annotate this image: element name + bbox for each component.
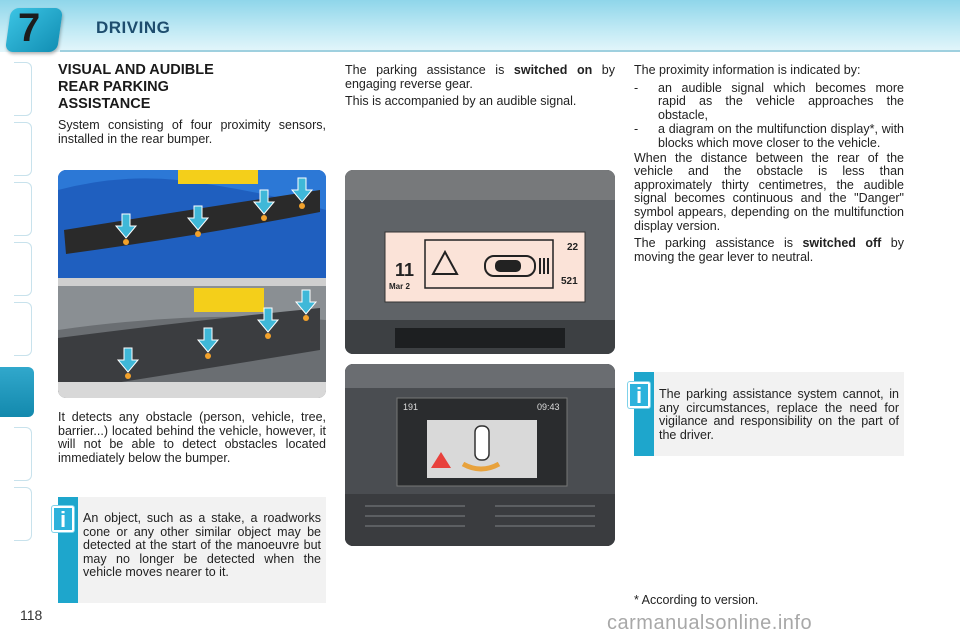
- info-icon: i: [628, 382, 650, 408]
- list-item-text: an audible signal which becomes more rapid as the vehicle approaches the obstacle,: [658, 80, 904, 122]
- chapter-tab[interactable]: [14, 302, 32, 356]
- sensor: [303, 315, 309, 321]
- parking-diagram-frame: [425, 240, 553, 288]
- switched-off-prefix: The parking assistance is: [634, 236, 803, 251]
- car-top-view-icon: [475, 426, 489, 460]
- proximity-list: [634, 82, 904, 151]
- chapter-tab[interactable]: [14, 62, 32, 116]
- photo-divider: [58, 278, 326, 286]
- header-divider: [60, 50, 960, 52]
- right-info-text: The parking assistance system cannot, in any circumstances, replace the need for vigilance and responsibility on the part of the driver.: [659, 387, 899, 442]
- chapter-tab[interactable]: [14, 122, 32, 176]
- licence-plate-blue: [178, 170, 258, 184]
- list-item: [634, 123, 904, 150]
- intro-text: System consisting of four proximity sensors, installed in the rear bumper.: [58, 118, 326, 146]
- chapter-tabs: [0, 62, 34, 582]
- middle-column: [345, 64, 615, 113]
- switched-off-suffix: by moving the gear lever to neutral.: [634, 236, 904, 264]
- dashboard-display-photo: [345, 364, 615, 546]
- watermark: carmanualsonline.info: [607, 612, 813, 634]
- section-title: VISUAL AND AUDIBLE REAR PARKING ASSISTANCE: [58, 62, 214, 112]
- chapter-tab[interactable]: [14, 242, 32, 296]
- info-icon: i: [52, 506, 74, 532]
- display-illustration: [345, 170, 615, 354]
- display-big-number: 11: [395, 260, 415, 280]
- switched-on-suffix: by engaging reverse gear.: [345, 63, 615, 91]
- licence-plate-grey: [194, 288, 264, 312]
- dashboard-illustration: [345, 364, 615, 546]
- audible-signal-text: This is accompanied by an audible signal.: [345, 94, 577, 109]
- dashboard-clock: 09:43: [537, 402, 560, 412]
- multifunction-display-photo: [345, 170, 615, 354]
- rear-bumper-photos: [58, 170, 326, 398]
- chapter-tab[interactable]: [14, 427, 32, 481]
- dashboard-status: 191: [403, 402, 419, 412]
- display-date: Mar 2: [389, 282, 410, 291]
- switched-on-paragraph: [345, 64, 615, 91]
- switched-off-bold: switched off: [802, 236, 882, 251]
- car-roof-icon: [495, 260, 521, 272]
- danger-paragraph: When the distance between the rear of the vehicle and the obstacle is less than approximately thirty centimetres, the audible signal becomes continuous and the "Danger" symbol appears, depending on the multifunction display version.: [634, 150, 904, 233]
- sensor: [195, 231, 201, 237]
- switched-on-prefix: The parking assistance is: [345, 63, 514, 77]
- sensor: [299, 203, 305, 209]
- sensor: [265, 333, 271, 339]
- list-dash: -: [634, 80, 639, 95]
- sensor: [205, 353, 211, 359]
- left-info-text: An object, such as a stake, a roadworks cone or any other similar object may be detected at the start of the manoeuvre but may no longer be detected when the vehicle moves nearer to it.: [83, 511, 321, 580]
- proximity-intro: The proximity information is indicated by:: [634, 63, 861, 77]
- switched-on-bold: switched on: [513, 63, 593, 77]
- chapter-tab-active[interactable]: [0, 367, 34, 417]
- list-item: [634, 82, 904, 123]
- chapter-tab[interactable]: [14, 182, 32, 236]
- display-odometer: 521: [561, 276, 578, 287]
- page-number: 118: [20, 607, 43, 623]
- sensor: [125, 373, 131, 379]
- obstacle-blocks: [539, 258, 549, 274]
- left-column: [58, 62, 326, 150]
- list-dash: -: [634, 122, 639, 137]
- ground: [58, 382, 326, 398]
- footnote: * According to version.: [634, 593, 759, 607]
- right-column: [634, 64, 904, 268]
- sensor: [261, 215, 267, 221]
- switched-off-paragraph: [634, 237, 904, 264]
- chapter-tab[interactable]: [14, 487, 32, 541]
- detects-text: It detects any obstacle (person, vehicle, tree, barrier...) located behind the vehicle, however, it will not be able to detect obstacles located immediately below the bumper.: [58, 410, 326, 465]
- display-temp: 22: [567, 242, 579, 253]
- list-item-text: a diagram on the multifunction display*, with blocks which move closer to the vehicle.: [658, 122, 904, 150]
- chapter-title: DRIVING: [96, 18, 171, 37]
- sensor-location-illustration: [58, 170, 326, 398]
- sensor: [123, 239, 129, 245]
- detects-paragraph: [58, 411, 326, 469]
- chapter-number: 7: [18, 6, 41, 50]
